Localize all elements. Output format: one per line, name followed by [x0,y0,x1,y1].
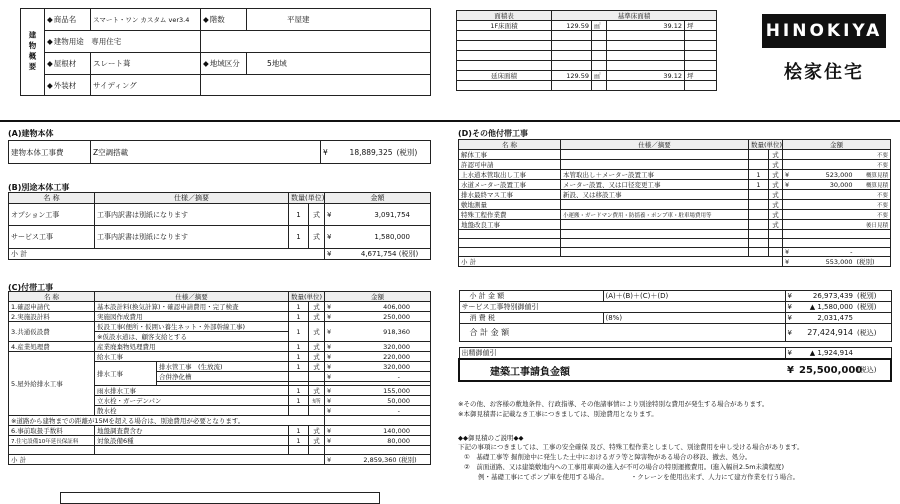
row-name: 上水道本管取出し工事 [459,170,561,180]
row-note: 概算見積 [855,180,891,190]
building-cost-desc: Z空調搭載 [91,141,321,164]
yen-sign: ¥ [785,348,797,360]
section-b-title: (B)別途本体工事 [8,183,70,192]
zone-label: ◆ 地域区分 [201,53,247,75]
row-name: 2.実施設計料 [9,312,95,322]
row-unit: 式 [309,322,325,342]
row-spec: 地盤調査費含む [95,426,289,436]
row-qty: 1 [289,436,309,446]
row-qty: 1 [289,204,309,226]
row-qty: 1 [289,396,309,406]
subtotal-label: 小 計 [9,248,325,259]
row-spec: 実施図作成費用 [95,312,289,322]
row-amount: - [337,406,431,416]
row-qty: 1 [289,426,309,436]
yen-sign: ¥ [785,313,797,324]
subtotal-amount: 2,859,360 [363,456,397,464]
row-unit: 式 [309,226,325,248]
explanation-item: 例・基礎工事にてポンプ車を使用する場合。 ・クレーンを使用出来ず、人力にて建方作業を行う場合。 [478,472,800,481]
row-unit: 式 [769,160,783,170]
col-amount: 金額 [325,292,431,302]
subtotal-label: 小 計 [459,257,783,267]
building-cost-amount: 18,889,325 [335,141,395,164]
yen-sign: ¥ [325,426,337,436]
table-row [459,220,891,230]
table-row [459,170,891,180]
row-unit: 式 [309,426,325,436]
roof-value: スレート葺 [91,53,201,75]
yen-sign: ¥ [785,302,797,313]
row-unit: 式 [309,436,325,446]
row-name: 許認可申請 [459,160,561,170]
row-qty: 1 [289,302,309,312]
section-a-table [8,140,431,164]
row-name: 4.産業処理費 [9,342,95,352]
wall-value: サイディング [91,75,201,96]
building-cost-label: 建物本体工事費 [9,141,91,164]
row-qty: 1 [289,312,309,322]
area-row-label: 1F床面積 [457,21,552,31]
row-unit: 式 [769,180,783,190]
final-discount-amount: ▲ 1,924,914 [797,348,855,360]
col-name: 名 称 [9,193,95,204]
subtotal-formula: (A)＋(B)＋(C)＋(D) [603,291,785,302]
row-amount: 50,000 [337,396,431,406]
yen-sign: ¥ [325,455,337,465]
yen-sign: ¥ [325,372,337,382]
row-amount: 523,000 [797,170,855,180]
row-amount [797,190,855,200]
row-note: 不要 [855,210,891,220]
explanation-item: ② 前面道路、又は建築敷地内への工事用車両の進入が不可の場合の特別運搬費用。(進入幅員2.5m未満程度) [464,462,785,471]
yen-sign [783,190,797,200]
row-spec: 基本設計料(換気計算)・確認申請費用・完了検査 [95,302,289,312]
col-spec: 仕様／摘要 [95,193,289,204]
row-spec: 工事内訳書は別紙になります [95,204,289,226]
yen-sign: ¥ [325,226,337,248]
row-amount: 320,000 [337,342,431,352]
table-row [459,210,891,220]
row-qty: 1 [289,362,309,372]
row-name: サービス工事 [9,226,95,248]
col-spec: 仕様／摘要 [95,292,289,302]
row-amount: 80,000 [337,436,431,446]
floors-label: ◆ 階数 [201,9,247,31]
yen-sign: ¥ [783,180,797,190]
row-spec [561,220,749,230]
row-qty: 1 [289,322,309,342]
yen-sign: ¥ [325,302,337,312]
yen-sign: ¥ [325,406,337,416]
base-area-header: 基準床面積 [552,11,717,21]
col-qty: 数量(単位) [289,193,325,204]
table-row [459,160,891,170]
tax-note: (税込) [855,324,891,342]
row-spec: 給水工事 [95,352,289,362]
table-row [459,150,891,160]
area-m2-unit: ㎡ [592,21,607,31]
yen-sign: ¥ [785,324,797,342]
tax-note: (税別) [398,249,419,258]
row-amount: - [337,372,431,382]
row-spec: メーター設置、又は口径変更工事 [561,180,749,190]
subtotal-label: 小 計 [9,455,325,465]
section-b-table [8,192,431,260]
col-spec: 仕様／摘要 [561,140,749,150]
subtotal-amount: 553,000 [797,257,855,267]
use-label: ◆ 建物用途 [47,37,84,46]
area-table [456,10,717,91]
yen-sign [783,220,797,230]
row-amount: 918,360 [337,322,431,342]
row-note: 概算見積 [855,170,891,180]
tax-note: (税別) [398,456,417,464]
row-unit: 式 [309,386,325,396]
product-name-value: スマート・ワン カスタム ver3.4 [91,9,201,31]
table-row [459,190,891,200]
tax-note: (税別) [855,302,891,313]
total-area-tsubo-unit: 坪 [685,71,717,81]
row-name: 解体工事 [459,150,561,160]
tax-note: (税別) [855,291,891,302]
building-overview-table [20,8,431,96]
row-amount: 1,580,000 [337,226,431,248]
final-discount-label: 出精御値引 [459,348,785,360]
row-note: 不要 [855,190,891,200]
row-name: 特殊工程作業費 [459,210,561,220]
note-line: ※その他、お客様の敷地条件、行政指導、その他諸事情により別途特別な費用が発生する場合があります。 [458,400,769,408]
consumption-tax-label: 消 費 税 [459,313,603,324]
summary-table [458,290,892,382]
explanation-heading: ◆◆御見積のご説明◆◆ [458,433,524,442]
row-spec: 新設、又は移設工事 [561,190,749,200]
col-qty: 数量(単位) [749,140,783,150]
row-unit: 式 [769,200,783,210]
row-qty [749,190,769,200]
row-spec: 産業廃棄物処理費用 [95,342,289,352]
zone-value: 5地域 [247,53,431,75]
col-name: 名 称 [9,292,95,302]
row-qty [749,150,769,160]
brand-name: 桧家住宅 [784,62,864,83]
row-unit: 式 [769,170,783,180]
row-unit: 式 [769,220,783,230]
subtotal-amount: 4,671,754 [360,249,397,258]
col-qty: 数量(単位) [289,292,325,302]
table-row [459,180,891,190]
roof-label: ◆ 屋根材 [45,53,91,75]
row-spec-note: ※仮設水道は、顧客支給とする [95,332,289,342]
subtotal-sum-amount: 26,973,439 [797,291,855,302]
row-note: 不要 [855,160,891,170]
yen-sign [783,160,797,170]
tax-note: (税込) [855,359,891,381]
row-name: 7.住宅設備10年延長保証料 [9,436,95,446]
row-name: 地盤改良工事 [459,220,561,230]
row-amount [797,160,855,170]
tax-note: (税別) [395,141,431,164]
contract-amount: 25,500,000 [797,359,855,381]
section-a-title: (A)建物本体 [8,129,54,138]
row-amount: 320,000 [337,362,431,372]
overview-side-label: 建物概要 [21,9,45,96]
yen-sign: ¥ [325,248,337,259]
header-divider [0,120,900,122]
yen-sign: ¥ [325,362,337,372]
footer-box [60,492,380,504]
row-amount: 3,091,754 [337,204,431,226]
yen-sign: ¥ [325,312,337,322]
service-discount-label: サービス工事特別御値引 [459,302,785,313]
yen-sign [783,200,797,210]
yen-sign: ¥ [783,248,797,257]
total-area-tsubo: 39.12 [607,71,685,81]
notes-block [458,400,893,482]
yen-sign: ¥ [785,359,797,381]
row-note: 後日見積 [855,220,891,230]
explanation-body: 下記の事項につきましては、工事の安全確保 及び、特殊工程作業としまして、別途費用を申し受ける場合があります。 [458,443,804,452]
row-spec [561,150,749,160]
total-amount: 27,424,914 [797,324,855,342]
tax-note: (税別) [855,257,891,267]
row-qty [749,200,769,210]
explanation-item: ① 基礎工事等 掘削途中に発生した土中におけるガラ等と障害物がある場合の移設、撤去、処分。 [464,453,752,461]
row-spec: 本管取出し＋メーター設置工事 [561,170,749,180]
section-d-title: (D)その他付帯工事 [458,129,528,138]
total-area-m2: 129.59 [552,71,592,81]
total-label: 合 計 金 額 [459,324,785,342]
yen-sign: ¥ [785,291,797,302]
total-area-label: 延床面積 [457,71,552,81]
yen-sign: ¥ [325,352,337,362]
row-amount [797,150,855,160]
total-area-m2-unit: ㎡ [592,71,607,81]
row-name: 1.確認申請代 [9,302,95,312]
row-spec: 対象設備6種 [95,436,289,446]
col-amount: 金額 [325,193,431,204]
section-d-table [458,139,891,267]
use-value: 専用住宅 [91,37,122,46]
section-d-rows [459,150,891,230]
distance-note: ※道路から建物までの距離が15Mを超える場合は、別途費用が必要となります。 [9,416,325,426]
area-header: 面積表 [457,11,552,21]
yen-sign: ¥ [783,170,797,180]
row-unit: 式 [309,204,325,226]
yen-sign: ¥ [325,204,337,226]
row-name: 水道メーター設置工事 [459,180,561,190]
row-qty: 1 [749,180,769,190]
row-amount: 140,000 [337,426,431,436]
row-name: オプション工事 [9,204,95,226]
row-qty [749,210,769,220]
yen-sign [783,210,797,220]
col-amount: 金額 [783,140,891,150]
service-discount-amount: ▲ 1,580,000 [797,302,855,313]
row-qty [749,220,769,230]
row-qty: 1 [289,352,309,362]
row-amount: 250,000 [337,312,431,322]
row-unit: 式 [309,302,325,312]
area-m2: 129.59 [552,21,592,31]
subtotal-sum-label: 小 計 金 額 [459,291,603,302]
row-spec: 仮設工事(便所・仮囲い養生ネット・外部幹線工事) [95,322,289,332]
row-qty: 1 [749,170,769,180]
yen-sign: ¥ [325,342,337,352]
row-spec [561,160,749,170]
row-qty [749,160,769,170]
row-amount [797,220,855,230]
row-unit: 式 [309,342,325,352]
row-qty: 1 [289,386,309,396]
floors-value: 平屋建 [247,9,431,31]
row-amount: 406,000 [337,302,431,312]
brand-logo-text: HINOKIYA [765,21,883,41]
row-sub-spec: 排水管工事 [159,363,192,371]
yen-sign: ¥ [325,436,337,446]
row-name: 6.事前取扱手数料 [9,426,95,436]
yen-sign: ¥ [325,386,337,396]
row-note: 不要 [855,200,891,210]
row-name: 排水最終マス工事 [459,190,561,200]
yen-sign: ¥ [325,322,337,342]
row-unit: 式 [769,190,783,200]
row-amount: - [797,248,855,257]
area-tsubo: 39.12 [607,21,685,31]
row-unit: ｶ所 [309,396,325,406]
row-amount: 30,000 [797,180,855,190]
row-unit: 式 [309,362,325,372]
table-row [459,200,891,210]
row-spec: 立水栓・ガーデンパン [95,396,289,406]
row-spec: 散水栓 [95,406,289,416]
section-c-table [8,291,431,465]
row-spec: 雨水排水工事 [95,386,289,396]
area-tsubo-unit: 坪 [685,21,717,31]
row-unit: 式 [769,210,783,220]
row-spec: 工事内訳書は別紙になります [95,226,289,248]
col-name: 名 称 [459,140,561,150]
row-sub-spec: 合併浄化槽 [157,372,289,382]
consumption-tax-amount: 2,031,475 [797,313,855,324]
wall-label: ◆ 外装材 [45,75,91,96]
row-unit: 式 [769,150,783,160]
yen-sign: ¥ [325,396,337,406]
yen-sign: ¥ [783,257,797,267]
row-unit: 式 [309,352,325,362]
row-name: 敷地測量 [459,200,561,210]
row-name: 3.共通仮設費 [9,322,95,342]
yen-sign [783,150,797,160]
row-spec: 小運搬・ガードマン費用・防揺養・ポンプ車・駐車場費用等 [561,210,749,220]
yen-sign: ¥ [321,141,335,164]
row-unit: 式 [309,312,325,322]
row-note: 不要 [855,150,891,160]
row-qty: 1 [289,226,309,248]
row-amount: 220,000 [337,352,431,362]
row-name: 5.屋外給排水工事 [9,352,95,416]
brand-logo [762,14,886,48]
row-amount: 155,000 [337,386,431,396]
row-qty: 1 [289,342,309,352]
section-c-title: (C)付帯工事 [8,283,54,292]
note-line: ※本御見積書に記載なき工事につきましては、別途費用となります。 [458,409,658,418]
contract-amount-label: 建築工事請負金額 [459,359,785,381]
row-spec [561,200,749,210]
row-amount [797,210,855,220]
product-name-label: ◆ 商品名 [45,9,91,31]
row-sub-spec-note: (生放流) [198,363,223,371]
row-amount [797,200,855,210]
row-spec: 排水工事 [95,362,157,386]
consumption-tax-rate: (8%) [603,313,785,324]
